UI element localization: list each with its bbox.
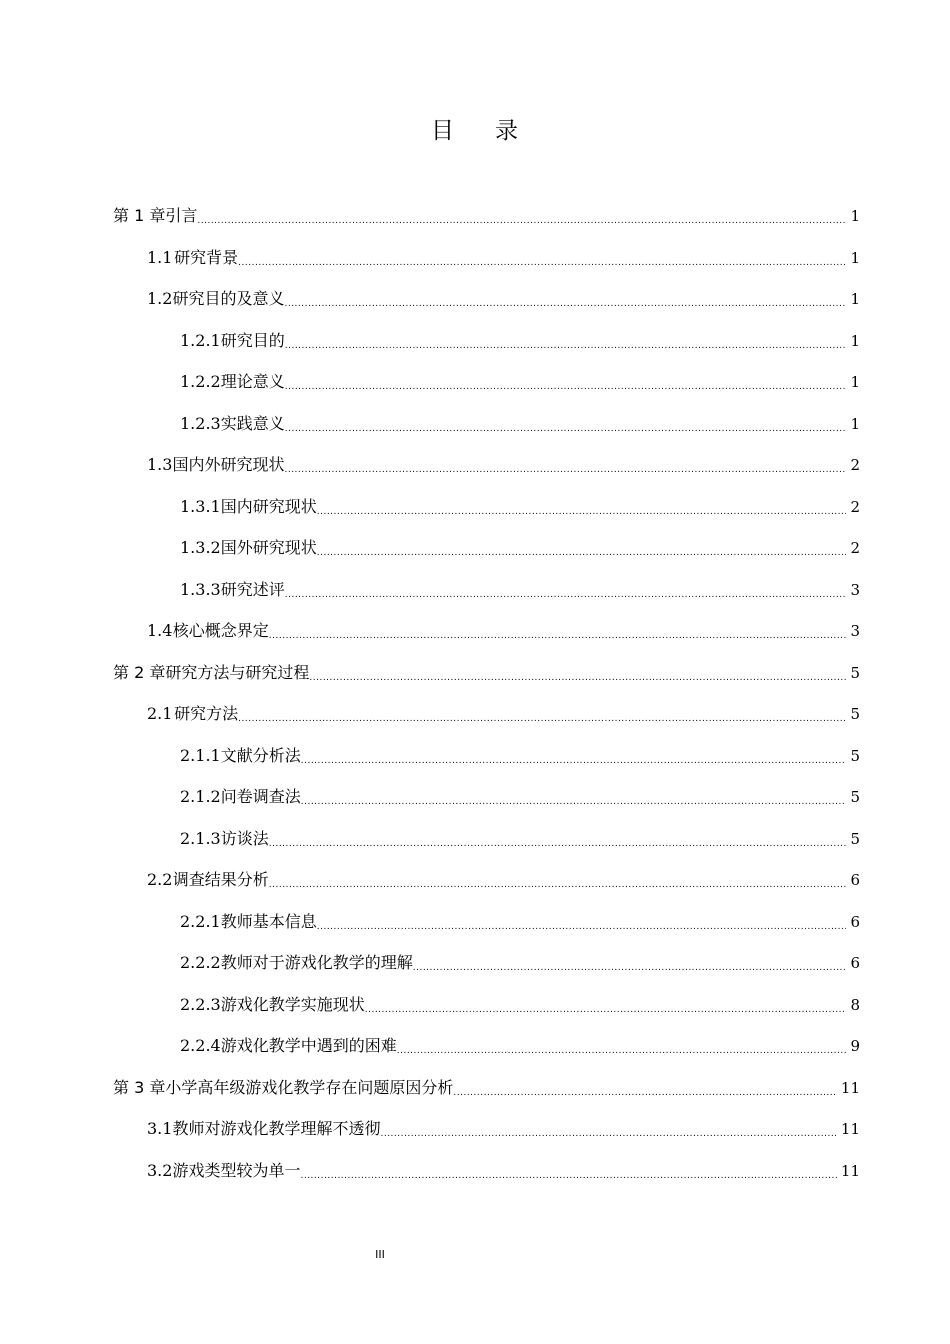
toc-entry-page: 1 [850, 290, 860, 308]
toc-entry-title: 研究方法 [174, 704, 239, 723]
toc-entry-page: 3 [850, 622, 860, 640]
toc-entry-title: 研究目的 [220, 330, 285, 350]
toc-entry-page: 5 [850, 705, 860, 723]
toc-dot-leader [284, 294, 846, 314]
toc-dot-leader [317, 502, 847, 522]
toc-entry[interactable] [113, 206, 860, 229]
toc-entry[interactable] [180, 912, 860, 935]
toc-dot-leader [380, 1124, 836, 1144]
toc-entry[interactable] [147, 1119, 860, 1142]
toc-entry-title: 教师对游戏化教学理解不透彻 [172, 1119, 381, 1138]
toc-dot-leader [365, 1000, 847, 1020]
toc-dot-leader [317, 543, 847, 563]
toc-entry-number: 1.3.2 [180, 538, 221, 557]
toc-entry-page: 3 [850, 580, 860, 599]
toc-entry-page: 8 [850, 995, 860, 1014]
toc-dot-leader [284, 460, 846, 480]
toc-entry-number: 1.2.2 [180, 372, 221, 391]
toc-dot-leader [301, 792, 847, 812]
toc-entry[interactable] [147, 1161, 860, 1184]
toc-dot-leader [300, 1166, 836, 1186]
toc-dot-leader [269, 875, 847, 895]
toc-entry-number: 1.4 [147, 621, 173, 640]
toc-entry-page: 6 [850, 954, 860, 972]
toc-entry-page: 11 [840, 1161, 860, 1180]
toc-dot-leader [309, 668, 846, 688]
toc-entry-title: 核心概念界定 [172, 621, 269, 640]
toc-entry-title: 研究方法与研究过程 [165, 662, 310, 682]
toc-entry[interactable] [147, 621, 860, 644]
toc-dot-leader [269, 626, 847, 646]
title-char-1: 目 [431, 118, 455, 144]
toc-entry-number: 1.2.3 [180, 413, 221, 433]
toc-dot-leader [269, 834, 847, 854]
toc-entry-page: 1 [850, 207, 860, 225]
toc-entry[interactable] [180, 538, 860, 561]
toc-dot-leader [453, 1083, 837, 1103]
toc-entry-page: 1 [850, 248, 860, 267]
toc-entry-title: 国内外研究现状 [172, 455, 285, 474]
page-number-footer: III [375, 1248, 385, 1261]
toc-entry-page: 2 [850, 456, 860, 474]
toc-entry-page: 11 [840, 1120, 860, 1138]
toc-entry-number: 2.1.2 [180, 787, 221, 806]
toc-entry[interactable] [180, 414, 860, 437]
toc-entry-title: 问卷调查法 [220, 787, 301, 806]
toc-entry-title: 引言 [165, 206, 198, 225]
toc-dot-leader [285, 377, 847, 397]
toc-entry-page: 2 [850, 497, 860, 516]
toc-dot-leader [197, 211, 846, 231]
toc-entry-number: 3.2 [147, 1160, 173, 1180]
toc-entry[interactable] [180, 953, 860, 976]
title-char-2: 录 [495, 118, 519, 144]
toc-entry-number: 1.3 [147, 455, 173, 474]
toc-entry-number: 第 1 章 [113, 206, 166, 225]
toc-entry-number: 2.1.1 [180, 745, 221, 765]
toc-entry-title: 研究述评 [220, 579, 285, 599]
toc-entry-number: 1.1 [147, 247, 173, 267]
toc-entry-title: 研究目的及意义 [172, 289, 285, 308]
toc-entry-title: 国内研究现状 [220, 496, 317, 516]
toc-entry-title: 游戏化教学实施现状 [220, 994, 365, 1014]
toc-entry[interactable] [180, 372, 860, 395]
toc-entry-page: 5 [850, 788, 860, 806]
toc-dot-leader [285, 419, 847, 439]
toc-entry-number: 2.2 [147, 870, 173, 889]
toc-entry[interactable] [113, 1078, 860, 1101]
toc-entry-number: 1.2 [147, 289, 173, 308]
toc-entry-number: 第 2 章 [113, 662, 166, 682]
toc-entry[interactable] [147, 455, 860, 478]
page-title [0, 112, 950, 145]
toc-entry-title: 小学高年级游戏化教学存在问题原因分析 [165, 1077, 454, 1097]
toc-dot-leader [238, 709, 846, 729]
toc-entry-title: 游戏类型较为单一 [172, 1160, 301, 1180]
toc-entry-page: 5 [850, 663, 860, 682]
toc-entry[interactable] [180, 787, 860, 810]
toc-entry-title: 国外研究现状 [220, 538, 317, 557]
toc-entry-page: 5 [850, 829, 860, 848]
toc-entry-page: 9 [850, 1037, 860, 1055]
toc-entry[interactable] [180, 1036, 860, 1059]
toc-dot-leader [238, 253, 846, 273]
toc-dot-leader [285, 585, 847, 605]
toc-entry-number: 2.2.1 [180, 911, 221, 931]
toc-entry-page: 1 [850, 331, 860, 350]
toc-entry-page: 1 [850, 414, 860, 433]
toc-entry-title: 研究背景 [174, 247, 239, 267]
toc-dot-leader [397, 1041, 847, 1061]
toc-entry[interactable] [147, 248, 860, 271]
toc-entry-page: 5 [850, 746, 860, 765]
toc-dot-leader [317, 917, 847, 937]
toc-entry-title: 教师基本信息 [220, 911, 317, 931]
toc-entry-page: 6 [850, 912, 860, 931]
toc-entry-page: 2 [850, 539, 860, 557]
toc-entry-number: 1.3.1 [180, 496, 221, 516]
toc-entry-title: 理论意义 [220, 372, 285, 391]
toc-entry[interactable] [147, 289, 860, 312]
toc-entry-number: 2.2.4 [180, 1036, 221, 1055]
toc-entry[interactable] [180, 331, 860, 354]
toc-entry-page: 6 [850, 871, 860, 889]
toc-entry-title: 访谈法 [220, 828, 269, 848]
toc-entry[interactable] [180, 995, 860, 1018]
toc-entry-number: 2.2.3 [180, 994, 221, 1014]
toc-entry[interactable] [147, 704, 860, 727]
toc-entry-number: 2.1.3 [180, 828, 221, 848]
toc-entry-number: 3.1 [147, 1119, 173, 1138]
toc-dot-leader [285, 336, 847, 356]
toc-entry-number: 1.3.3 [180, 579, 221, 599]
toc-entry-number: 2.1 [147, 704, 173, 723]
toc-entry-number: 2.2.2 [180, 953, 221, 972]
toc-entry-number: 1.2.1 [180, 330, 221, 350]
toc-entry-title: 调查结果分析 [172, 870, 269, 889]
toc-entry-page: 11 [840, 1078, 860, 1097]
toc-entry[interactable] [180, 746, 860, 769]
toc-entry[interactable] [113, 663, 860, 686]
toc-entry[interactable] [180, 497, 860, 520]
toc-entry-title: 文献分析法 [220, 745, 301, 765]
toc-entry-page: 1 [850, 373, 860, 391]
toc-entry-title: 教师对于游戏化教学的理解 [220, 953, 413, 972]
toc-entry[interactable] [180, 829, 860, 852]
toc-entry[interactable] [180, 580, 860, 603]
toc-entry-number: 第 3 章 [113, 1077, 166, 1097]
toc-entry[interactable] [147, 870, 860, 893]
toc-dot-leader [413, 958, 847, 978]
toc-dot-leader [301, 751, 847, 771]
toc-entry-title: 游戏化教学中遇到的困难 [220, 1036, 397, 1055]
toc-entry-title: 实践意义 [220, 413, 285, 433]
